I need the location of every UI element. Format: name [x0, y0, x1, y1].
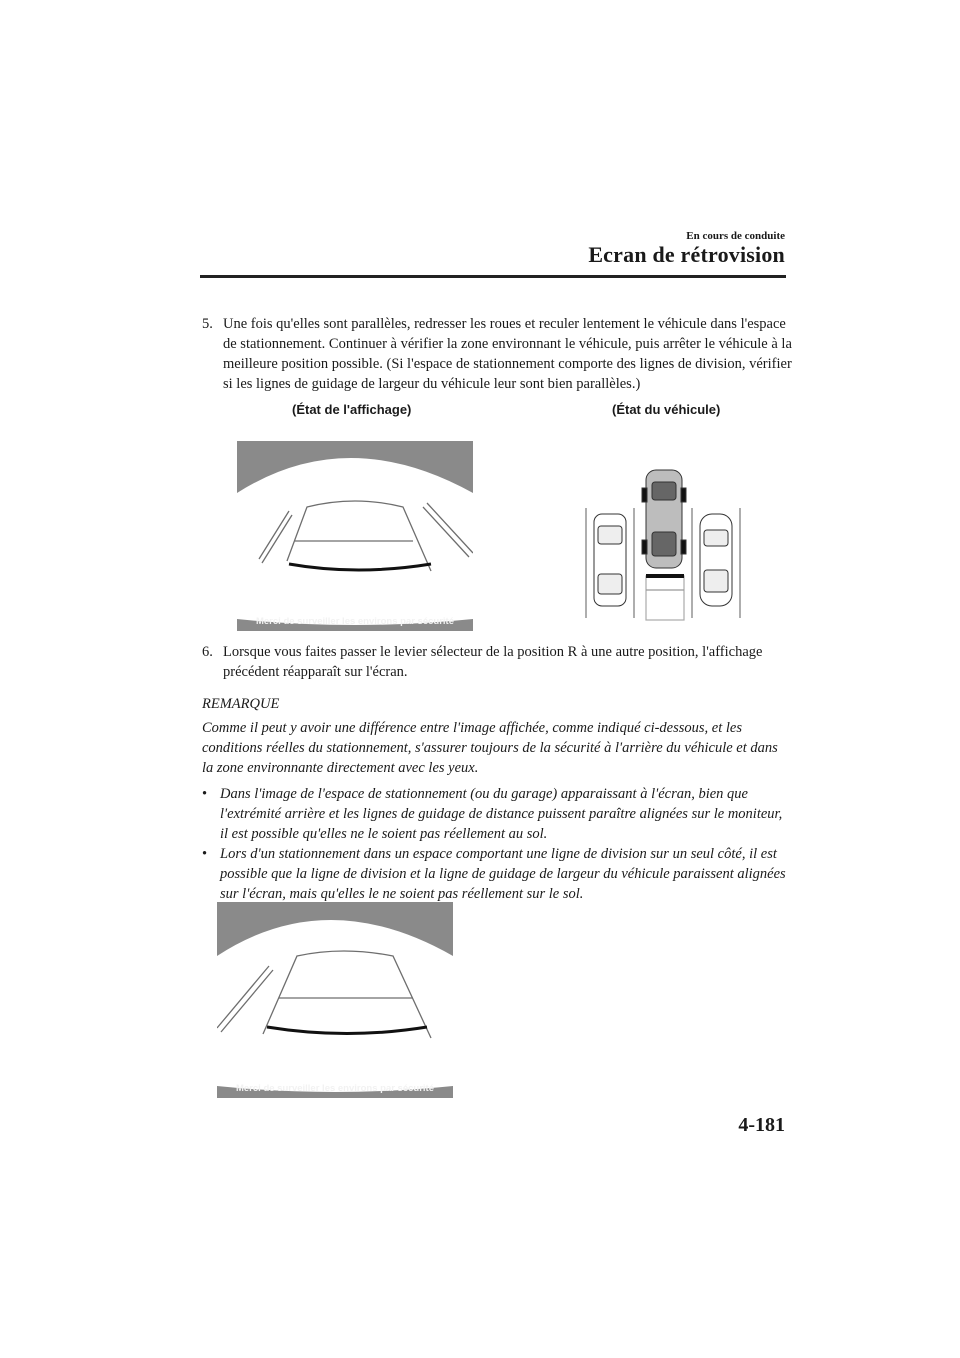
note-intro: Comme il peut y avoir une différence entre l'image affichée, comme indiqué ci-dessous, et les conditions réelles du stationnement, s'assurer toujours de la sécurité à l'arrière du véhicule et dans la zone environnante directement avec les yeux. [202, 720, 778, 776]
rear-camera-display [237, 441, 473, 631]
page-title: Ecran de rétrovision [588, 242, 785, 267]
step-text: Lorsque vous faites passer le levier sélecteur de la position R à une autre position, l'affichage précédent réapparaît sur l'écran. [223, 644, 763, 680]
step-5 [202, 314, 792, 394]
rear-camera-display-2 [217, 902, 453, 1098]
step-text: Une fois qu'elles sont parallèles, redresser les roues et reculer lentement le véhicule dans l'espace de stationnement. Continuer à vérifier la zone environnant le véhicule, puis arrêter le véhicule à la meilleure position possible. (Si l'espace de stationnement comporte des lignes de division, vérifier si les lignes de guidage de largeur du véhicule leur sont bien parallèles.) [223, 316, 792, 392]
note-bullet-2 [202, 844, 792, 904]
vehicle-state-illustration [574, 466, 752, 622]
bullet-mark: • [202, 786, 208, 802]
camera-view-illustration [217, 902, 453, 1098]
caption-vehicle-state: (État du véhicule) [612, 402, 721, 417]
parking-cars-illustration [574, 466, 752, 622]
camera-view-illustration [237, 441, 473, 631]
caption-display-state: (État de l'affichage) [292, 402, 412, 417]
bullet-text: Lors d'un stationnement dans un espace comportant une ligne de division sur un seul côté, il est possible que la ligne de division et la ligne de guidage de largeur du véhicule paraissent alignées sur l'écran, mais qu'elles le ne soient pas réellement sur le sol. [220, 846, 786, 902]
bullet-text: Dans l'image de l'espace de stationnement (ou du garage) apparaissant à l'écran, bien que l'extrémité arrière et les lignes de guidage de distance puissent paraître alignées sur le moniteur, il est possible qu'elles ne le soient pas réellement au sol. [220, 786, 783, 842]
header-divider [200, 275, 786, 278]
bullet-mark: • [202, 846, 208, 862]
note-bullet-1 [202, 784, 792, 844]
step-number: 6. [202, 644, 213, 660]
page-number: 4-181 [738, 1114, 785, 1136]
section-label: En cours de conduite [686, 230, 785, 242]
step-6 [202, 642, 792, 682]
screen-safety-message: Merci de surveiller les environs par sécurité [235, 1083, 434, 1094]
note-heading: REMARQUE [202, 696, 280, 712]
step-number: 5. [202, 316, 213, 332]
screen-safety-message: Merci de surveiller les environs par sécurité [255, 616, 454, 627]
